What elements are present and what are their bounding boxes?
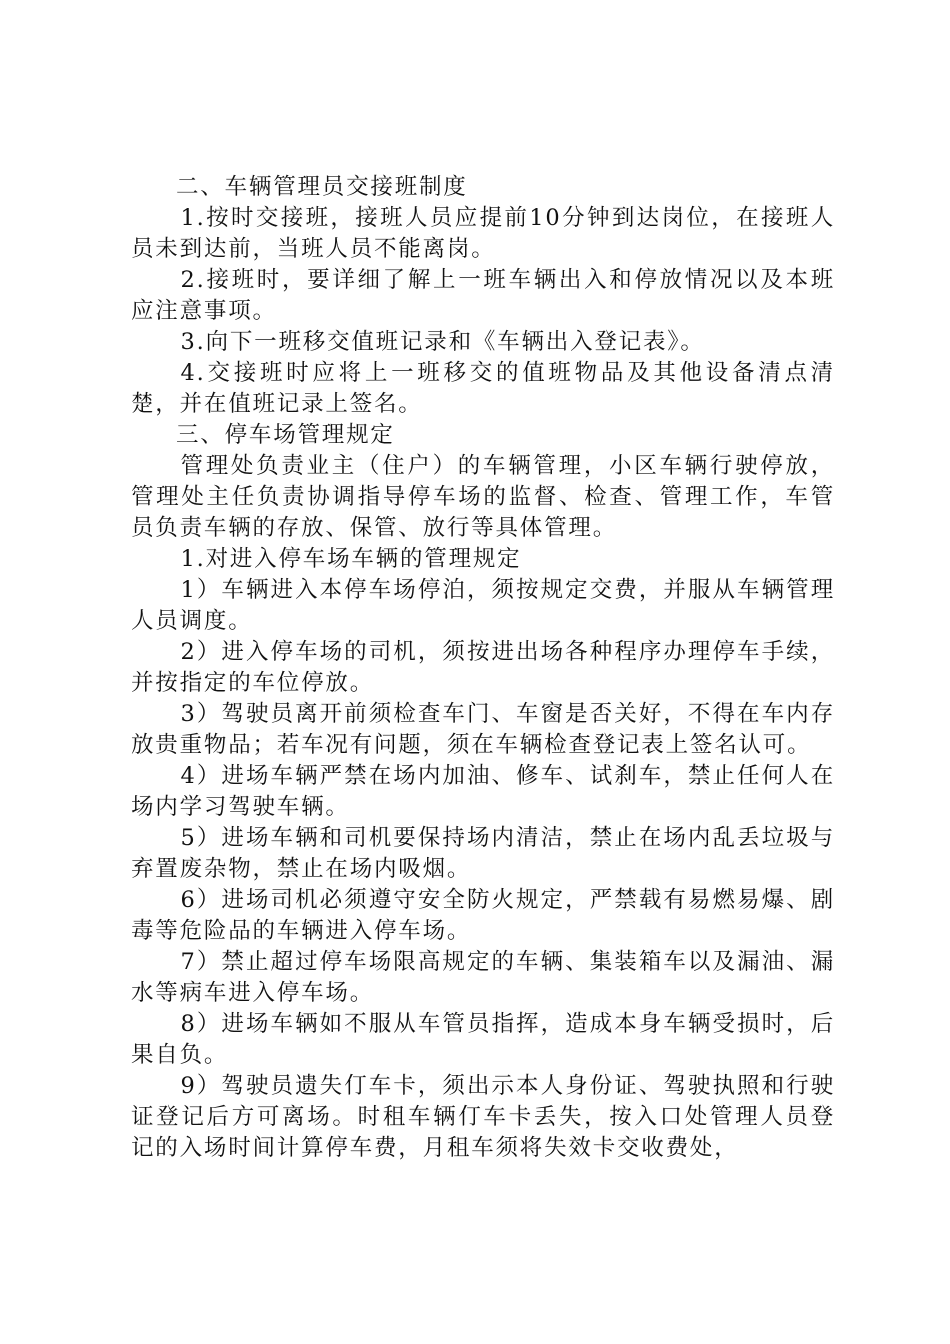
paragraph-handover-rule-3: 3.向下一班移交值班记录和《车辆出入登记表》。: [180, 329, 705, 355]
section-heading-shift-handover: 二、车辆管理员交接班制度: [176, 174, 468, 200]
paragraph-entry-rule-5: 5）进场车辆和司机要保持场内清洁，禁止在场内乱丢垃圾与弃置废杂物，禁止在场内吸烟。: [131, 825, 835, 882]
paragraph-parking-management-intro: 管理处负责业主（住户）的车辆管理，小区车辆行驶停放，管理处主任负责协调指导停车场的监督、检查、管理工作，车管员负责车辆的存放、保管、放行等具体管理。: [131, 453, 835, 541]
paragraph-entry-rule-9: 9）驾驶员遗失仃车卡，须出示本人身份证、驾驶执照和行驶证登记后方可离场。时租车辆仃车卡丢失，按入口处管理人员登记的入场时间计算停车费，月租车须将失效卡交收费处，: [131, 1073, 835, 1161]
paragraph-entry-rule-4: 4）进场车辆严禁在场内加油、修车、试刹车，禁止任何人在场内学习驾驶车辆。: [131, 763, 835, 820]
paragraph-entry-rule-7: 7）禁止超过停车场限高规定的车辆、集装箱车以及漏油、漏水等病车进入停车场。: [131, 949, 835, 1006]
paragraph-entry-rule-1: 1）车辆进入本停车场停泊，须按规定交费，并服从车辆管理人员调度。: [131, 577, 835, 634]
document-body: [131, 172, 835, 1164]
section-heading-parking-rules: 三、停车场管理规定: [176, 422, 395, 448]
subheading-vehicle-entry-rules: 1.对进入停车场车辆的管理规定: [180, 546, 522, 572]
paragraph-handover-rule-4: 4.交接班时应将上一班移交的值班物品及其他设备清点清楚，并在值班记录上签名。: [131, 360, 835, 417]
paragraph-entry-rule-3: 3）驾驶员离开前须检查车门、车窗是否关好，不得在车内存放贵重物品；若车况有问题，须在车辆检查登记表上签名认可。: [131, 701, 835, 758]
paragraph-handover-rule-2: 2.接班时，要详细了解上一班车辆出入和停放情况以及本班应注意事项。: [131, 267, 835, 324]
paragraph-entry-rule-6: 6）进场司机必须遵守安全防火规定，严禁载有易燃易爆、剧毒等危险品的车辆进入停车场。: [131, 887, 835, 944]
paragraph-entry-rule-8: 8）进场车辆如不服从车管员指挥，造成本身车辆受损时，后果自负。: [131, 1011, 835, 1068]
paragraph-entry-rule-2: 2）进入停车场的司机，须按进出场各种程序办理停车手续，并按指定的车位停放。: [131, 639, 835, 696]
paragraph-handover-rule-1: 1.按时交接班，接班人员应提前10分钟到达岗位，在接班人员未到达前，当班人员不能离岗。: [131, 205, 835, 262]
